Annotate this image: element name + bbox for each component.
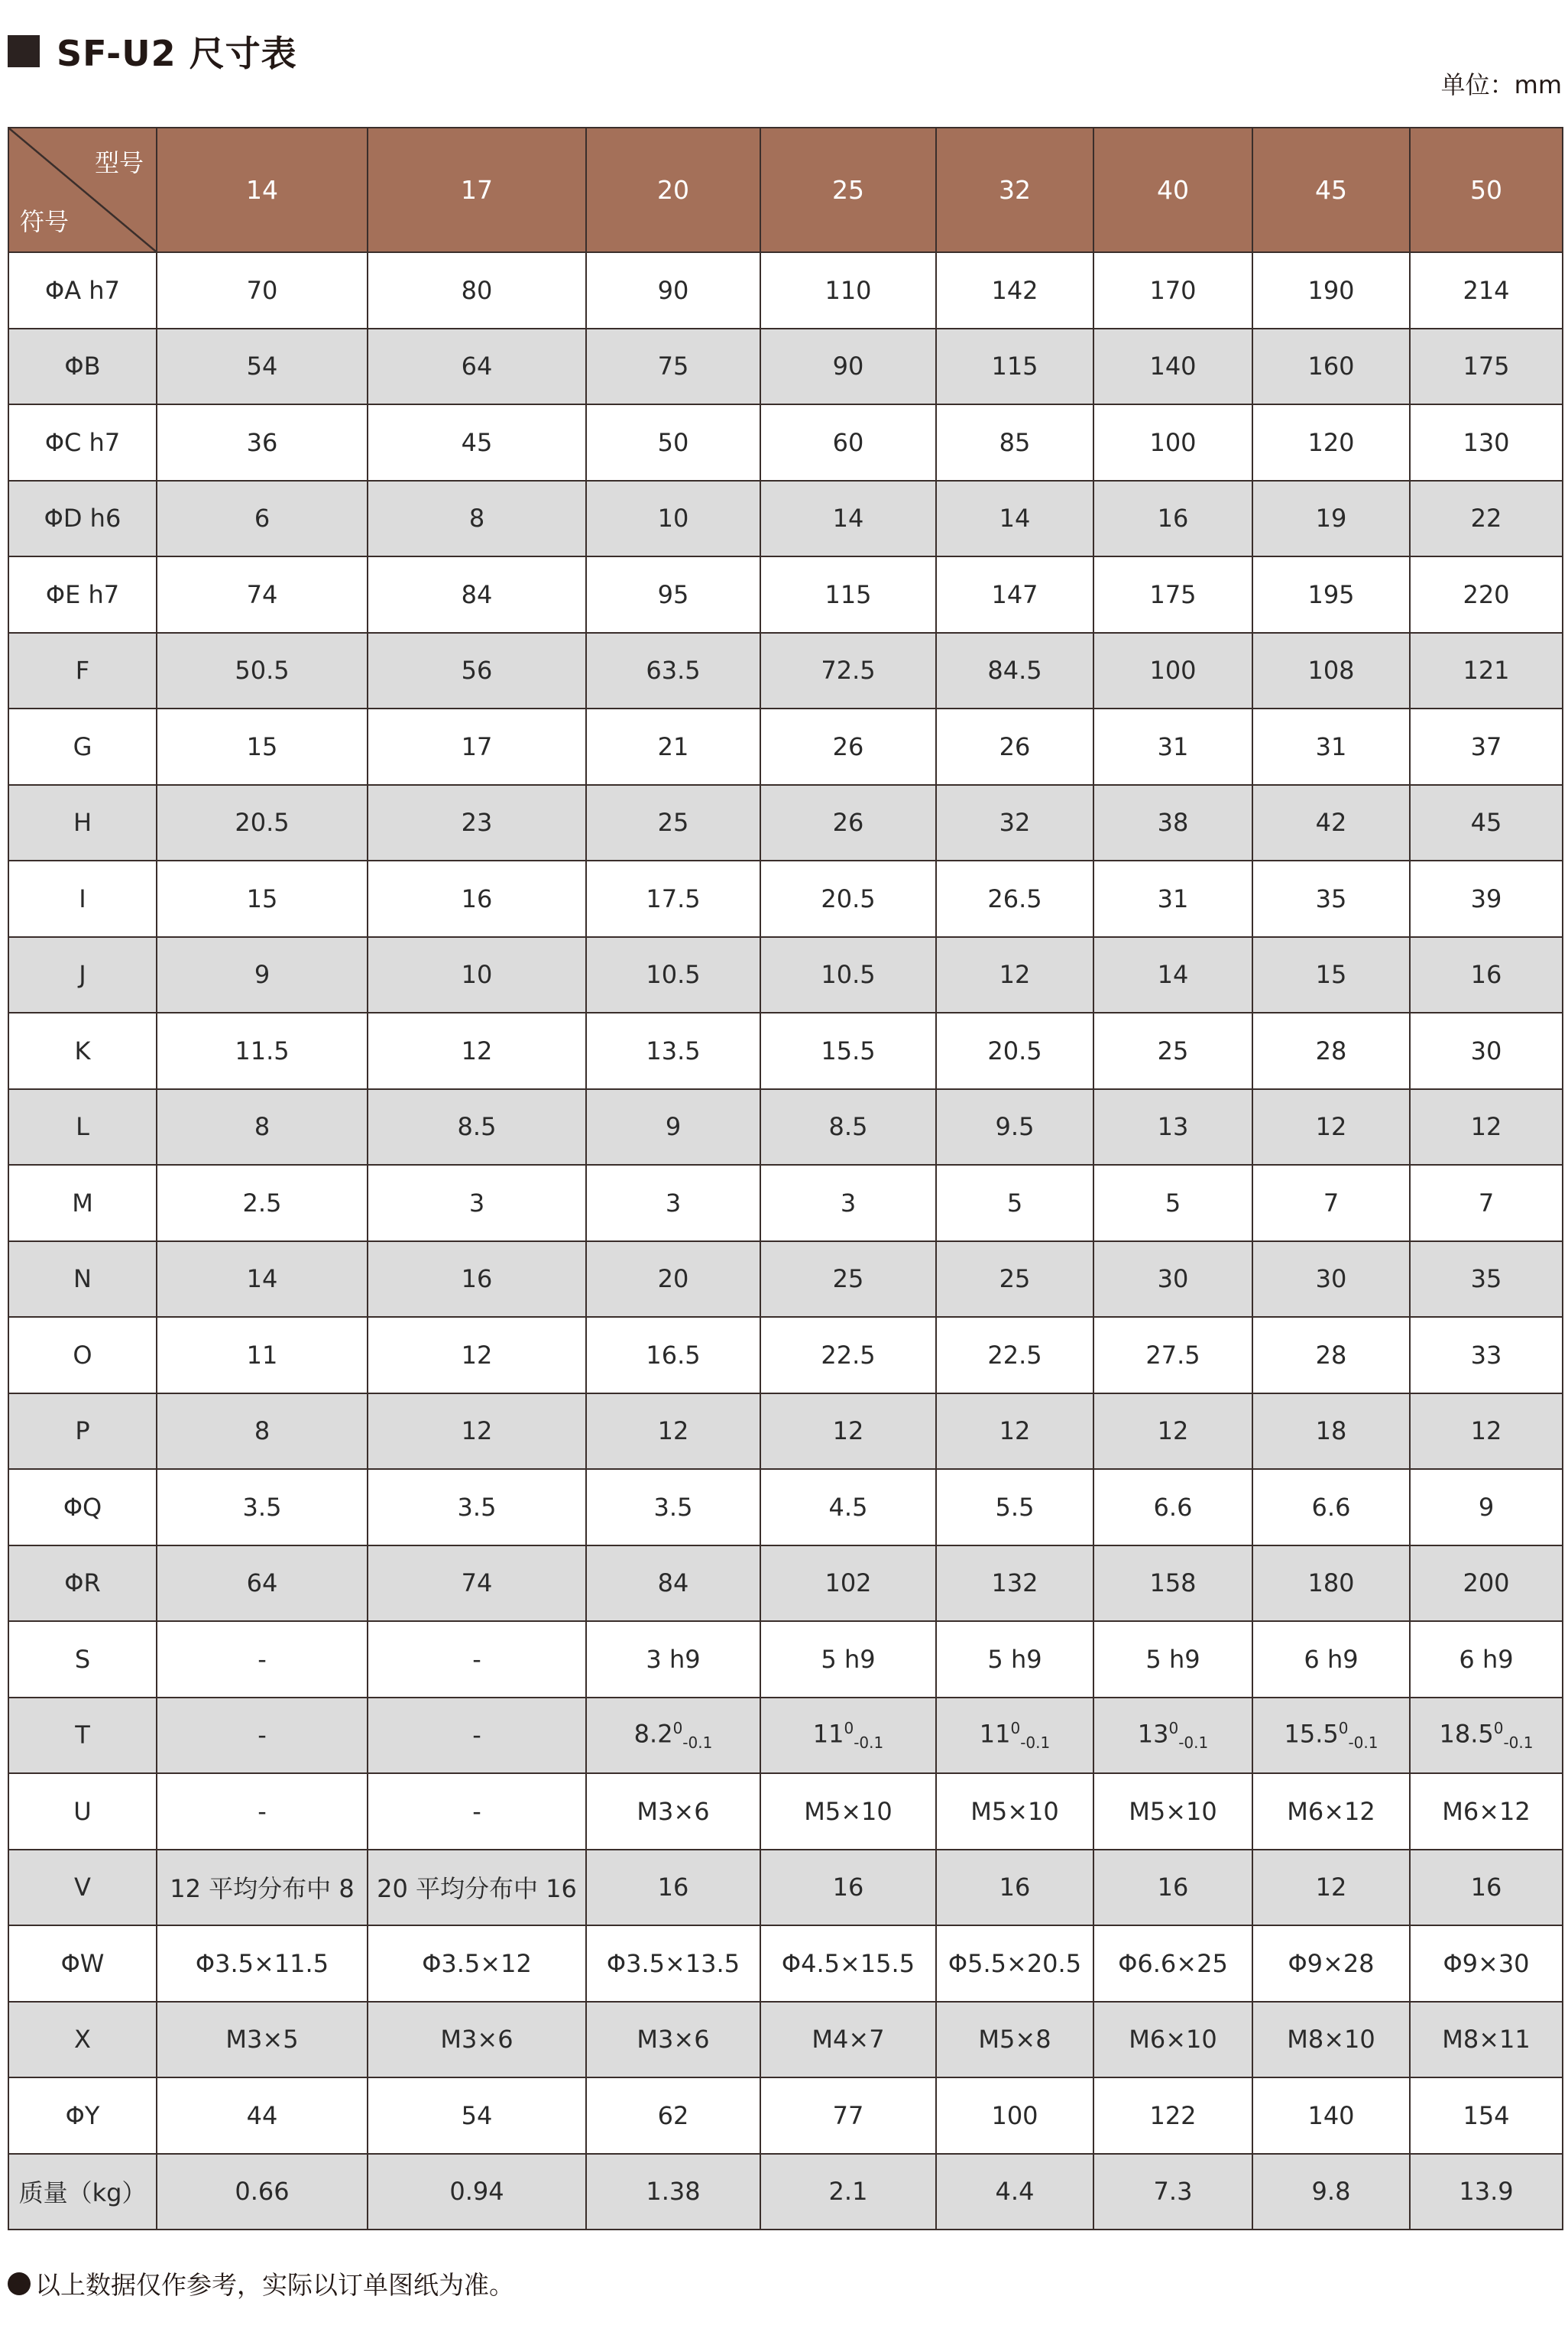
table-cell: 12 [1252, 1850, 1410, 1926]
table-cell: 80 [368, 252, 586, 329]
table-cell: 16 [586, 1850, 760, 1926]
table-row [8, 937, 1563, 1013]
table-cell: M5×10 [1093, 1773, 1252, 1850]
tolerance-lower: -0.1 [854, 1733, 884, 1752]
row-label: ΦR [8, 1545, 157, 1622]
table-cell: M3×6 [586, 1773, 760, 1850]
table-cell: M6×12 [1252, 1773, 1410, 1850]
table-row [8, 861, 1563, 937]
table-cell: Φ9×28 [1252, 1925, 1410, 2002]
table-cell: 25 [1093, 1013, 1252, 1089]
table-cell: 8 [368, 481, 586, 557]
cell-value: 11 [979, 1719, 1011, 1749]
row-label: L [8, 1089, 157, 1166]
model-header-32: 32 [936, 128, 1093, 252]
table-cell: 220 [1410, 556, 1563, 633]
table-cell: 20 [586, 1241, 760, 1318]
model-header-17: 17 [368, 128, 586, 252]
table-cell: 16 [368, 1241, 586, 1318]
tolerance-lower: -0.1 [682, 1733, 713, 1752]
table-cell: Φ4.5×15.5 [760, 1925, 936, 2002]
table-cell: 12 [368, 1013, 586, 1089]
table-cell: M5×10 [936, 1773, 1093, 1850]
table-cell: 10 [368, 937, 586, 1013]
table-cell: 214 [1410, 252, 1563, 329]
table-cell: 15 [157, 861, 368, 937]
table-cell: 14 [157, 1241, 368, 1318]
table-cell: 35 [1410, 1241, 1563, 1318]
table-cell: 122 [1093, 2077, 1252, 2154]
tolerance-lower: -0.1 [1503, 1733, 1534, 1752]
table-cell: 50.5 [157, 633, 368, 709]
table-cell: 23 [368, 785, 586, 861]
table-row [8, 633, 1563, 709]
tolerance-lower: -0.1 [1020, 1733, 1051, 1752]
table-cell: 30 [1093, 1241, 1252, 1318]
table-cell: - [157, 1773, 368, 1850]
table-cell: 9.5 [936, 1089, 1093, 1166]
table-cell [936, 1698, 1093, 1774]
row-label: I [8, 861, 157, 937]
tolerance-lower: -0.1 [1348, 1733, 1378, 1752]
table-row [8, 2077, 1563, 2154]
table-cell [586, 1698, 760, 1774]
table-cell: 2.5 [157, 1165, 368, 1241]
row-label: J [8, 937, 157, 1013]
table-cell: 26 [936, 709, 1093, 785]
table-cell: 6.6 [1252, 1469, 1410, 1545]
table-cell: 11 [157, 1317, 368, 1393]
table-cell: 12 [1093, 1393, 1252, 1470]
table-cell: 14 [760, 481, 936, 557]
model-header-50: 50 [1410, 128, 1563, 252]
table-cell: 16 [368, 861, 586, 937]
table-cell: 12 [1410, 1089, 1563, 1166]
row-label: X [8, 2002, 157, 2078]
table-cell: 74 [157, 556, 368, 633]
table-cell: 140 [1093, 329, 1252, 405]
row-label: T [8, 1698, 157, 1774]
table-cell: 7 [1410, 1165, 1563, 1241]
table-cell: 100 [936, 2077, 1093, 2154]
title-square-icon [8, 35, 40, 67]
table-cell: 95 [586, 556, 760, 633]
table-cell: 62 [586, 2077, 760, 2154]
corner-model-label: 型号 [94, 148, 144, 177]
table-cell: 22 [1410, 481, 1563, 557]
table-cell: 15.5 [760, 1013, 936, 1089]
table-cell: 115 [760, 556, 936, 633]
table-cell: 90 [586, 252, 760, 329]
table-cell: 108 [1252, 633, 1410, 709]
table-row [8, 556, 1563, 633]
corner-symbol-label: 符号 [20, 207, 70, 236]
table-cell: - [368, 1698, 586, 1774]
table-cell: 12 [368, 1317, 586, 1393]
table-cell: - [157, 1698, 368, 1774]
table-cell: 20.5 [760, 861, 936, 937]
table-cell: 4.5 [760, 1469, 936, 1545]
row-label: ΦY [8, 2077, 157, 2154]
table-cell: M6×12 [1410, 1773, 1563, 1850]
table-cell: 15 [1252, 937, 1410, 1013]
table-cell: 50 [586, 404, 760, 481]
row-label: ΦD h6 [8, 481, 157, 557]
table-cell: 45 [1410, 785, 1563, 861]
table-row [8, 2154, 1563, 2230]
row-label: F [8, 633, 157, 709]
table-cell: 3 h9 [586, 1621, 760, 1698]
table-cell: 12 [936, 937, 1093, 1013]
tolerance-upper: 0 [1168, 1718, 1179, 1737]
table-row [8, 2002, 1563, 2078]
table-cell: 5 h9 [760, 1621, 936, 1698]
table-cell: 100 [1093, 404, 1252, 481]
table-cell: 90 [760, 329, 936, 405]
table-cell: 10.5 [586, 937, 760, 1013]
table-row [8, 1925, 1563, 2002]
table-cell: 84.5 [936, 633, 1093, 709]
table-cell: 120 [1252, 404, 1410, 481]
table-cell: 2.1 [760, 2154, 936, 2230]
table-cell: 32 [936, 785, 1093, 861]
table-cell [1410, 1698, 1563, 1774]
cell-value: 13 [1137, 1719, 1169, 1749]
table-cell: 5.5 [936, 1469, 1093, 1545]
table-cell: 154 [1410, 2077, 1563, 2154]
table-cell: 25 [760, 1241, 936, 1318]
table-cell: 20 平均分布中 16 [368, 1850, 586, 1926]
table-cell [760, 1698, 936, 1774]
row-label: ΦW [8, 1925, 157, 2002]
table-cell: 54 [368, 2077, 586, 2154]
table-cell: 12 [936, 1393, 1093, 1470]
table-cell: 3 [760, 1165, 936, 1241]
title-text: SF-U2 尺寸表 [57, 33, 297, 74]
table-cell: 158 [1093, 1545, 1252, 1622]
table-cell: - [157, 1621, 368, 1698]
table-cell: 42 [1252, 785, 1410, 861]
table-row [8, 1241, 1563, 1318]
table-cell: 14 [936, 481, 1093, 557]
model-header-14: 14 [157, 128, 368, 252]
table-cell: 132 [936, 1545, 1093, 1622]
table-cell: 6 h9 [1252, 1621, 1410, 1698]
table-row [8, 1165, 1563, 1241]
table-cell: 200 [1410, 1545, 1563, 1622]
table-cell: 6.6 [1093, 1469, 1252, 1545]
table-cell: 28 [1252, 1317, 1410, 1393]
table-cell: 4.4 [936, 2154, 1093, 2230]
table-cell: 147 [936, 556, 1093, 633]
table-cell: Φ6.6×25 [1093, 1925, 1252, 2002]
model-header-25: 25 [760, 128, 936, 252]
footnote-text: 以上数据仅作参考，实际以订单图纸为准。 [35, 2270, 514, 2300]
table-cell: 25 [936, 1241, 1093, 1318]
tolerance-upper: 0 [1010, 1718, 1021, 1737]
cell-value: 15.5 [1284, 1719, 1339, 1749]
cell-value: 8.2 [633, 1719, 673, 1749]
row-label: N [8, 1241, 157, 1318]
table-cell: 16 [1410, 1850, 1563, 1926]
footnote [8, 2265, 514, 2301]
row-label: ΦB [8, 329, 157, 405]
table-cell: M3×6 [368, 2002, 586, 2078]
table-row [8, 1698, 1563, 1774]
table-cell: Φ3.5×13.5 [586, 1925, 760, 2002]
table-row [8, 481, 1563, 557]
table-cell: 102 [760, 1545, 936, 1622]
table-cell: 21 [586, 709, 760, 785]
table-cell: 13.9 [1410, 2154, 1563, 2230]
table-cell: 19 [1252, 481, 1410, 557]
table-cell: 180 [1252, 1545, 1410, 1622]
table-cell: 26.5 [936, 861, 1093, 937]
table-cell: 20.5 [157, 785, 368, 861]
table-cell: 11.5 [157, 1013, 368, 1089]
table-cell: 9 [157, 937, 368, 1013]
model-header-20: 20 [586, 128, 760, 252]
table-cell: M3×5 [157, 2002, 368, 2078]
table-cell: 16.5 [586, 1317, 760, 1393]
table-cell: M3×6 [586, 2002, 760, 2078]
table-row [8, 404, 1563, 481]
table-cell: 12 [368, 1393, 586, 1470]
table-cell: 12 [1252, 1089, 1410, 1166]
table-cell: 110 [760, 252, 936, 329]
table-cell: 142 [936, 252, 1093, 329]
table-row [8, 1317, 1563, 1393]
model-header-40: 40 [1093, 128, 1252, 252]
table-cell: 36 [157, 404, 368, 481]
table-cell: 5 h9 [1093, 1621, 1252, 1698]
table-cell: 5 [1093, 1165, 1252, 1241]
table-cell: 84 [586, 1545, 760, 1622]
table-cell: 9 [1410, 1469, 1563, 1545]
table-cell: 64 [157, 1545, 368, 1622]
table-cell: M5×8 [936, 2002, 1093, 2078]
table-cell: 31 [1093, 709, 1252, 785]
table-cell: 38 [1093, 785, 1252, 861]
table-row [8, 1773, 1563, 1850]
table-cell: 5 h9 [936, 1621, 1093, 1698]
table-cell: 64 [368, 329, 586, 405]
table-cell [1093, 1698, 1252, 1774]
table-row [8, 1621, 1563, 1698]
table-cell: 8 [157, 1393, 368, 1470]
table-cell: 56 [368, 633, 586, 709]
row-label: V [8, 1850, 157, 1926]
table-cell: 18 [1252, 1393, 1410, 1470]
tolerance-lower: -0.1 [1178, 1733, 1209, 1752]
table-cell: M8×10 [1252, 2002, 1410, 2078]
row-label: G [8, 709, 157, 785]
table-cell: 33 [1410, 1317, 1563, 1393]
header-row [8, 128, 1563, 252]
cell-value: 18.5 [1439, 1719, 1494, 1749]
row-label: M [8, 1165, 157, 1241]
table-cell: 26 [760, 709, 936, 785]
table-cell: Φ5.5×20.5 [936, 1925, 1093, 2002]
table-row [8, 785, 1563, 861]
table-cell: 26 [760, 785, 936, 861]
model-header-45: 45 [1252, 128, 1410, 252]
table-cell: 28 [1252, 1013, 1410, 1089]
table-cell: M8×11 [1410, 2002, 1563, 2078]
table-cell: 22.5 [760, 1317, 936, 1393]
table-cell: Φ3.5×12 [368, 1925, 586, 2002]
table-cell: 15 [157, 709, 368, 785]
table-cell: 115 [936, 329, 1093, 405]
table-cell: Φ9×30 [1410, 1925, 1563, 2002]
table-cell: 3.5 [586, 1469, 760, 1545]
page-title [8, 29, 297, 73]
tolerance-upper: 0 [1338, 1718, 1349, 1737]
table-cell: 0.66 [157, 2154, 368, 2230]
row-label: ΦC h7 [8, 404, 157, 481]
table-cell: 12 [1410, 1393, 1563, 1470]
table-cell: 16 [760, 1850, 936, 1926]
row-label: K [8, 1013, 157, 1089]
table-cell: 16 [1093, 481, 1252, 557]
row-label: ΦQ [8, 1469, 157, 1545]
table-row [8, 1469, 1563, 1545]
row-label: H [8, 785, 157, 861]
table-cell: 175 [1093, 556, 1252, 633]
table-cell: Φ3.5×11.5 [157, 1925, 368, 2002]
table-cell: 77 [760, 2077, 936, 2154]
table-cell: 12 平均分布中 8 [157, 1850, 368, 1926]
table-cell: 72.5 [760, 633, 936, 709]
table-cell: 12 [760, 1393, 936, 1470]
table-cell: 0.94 [368, 2154, 586, 2230]
table-cell: 63.5 [586, 633, 760, 709]
table-cell: 140 [1252, 2077, 1410, 2154]
table-cell: 54 [157, 329, 368, 405]
table-cell [1252, 1698, 1410, 1774]
table-cell: 100 [1093, 633, 1252, 709]
table-cell: 17 [368, 709, 586, 785]
table-cell: 8 [157, 1089, 368, 1166]
table-cell: 30 [1410, 1013, 1563, 1089]
table-cell: 85 [936, 404, 1093, 481]
table-cell: 6 [157, 481, 368, 557]
table-cell: 10.5 [760, 937, 936, 1013]
table-cell: 5 [936, 1165, 1093, 1241]
table-cell: - [368, 1773, 586, 1850]
table-cell: 25 [586, 785, 760, 861]
table-cell: 22.5 [936, 1317, 1093, 1393]
table-cell: 1.38 [586, 2154, 760, 2230]
table-cell: 70 [157, 252, 368, 329]
table-row [8, 329, 1563, 405]
row-label: ΦA h7 [8, 252, 157, 329]
table-cell: 130 [1410, 404, 1563, 481]
table-cell: - [368, 1621, 586, 1698]
table-cell: 7 [1252, 1165, 1410, 1241]
table-cell: 8.5 [760, 1089, 936, 1166]
table-row [8, 1393, 1563, 1470]
table-cell: 7.3 [1093, 2154, 1252, 2230]
table-cell: 16 [1093, 1850, 1252, 1926]
table-cell: 160 [1252, 329, 1410, 405]
table-row [8, 1545, 1563, 1622]
table-cell: 17.5 [586, 861, 760, 937]
table-cell: 31 [1093, 861, 1252, 937]
table-cell: 27.5 [1093, 1317, 1252, 1393]
cell-value: 11 [812, 1719, 844, 1749]
table-cell: 12 [586, 1393, 760, 1470]
table-cell: 16 [936, 1850, 1093, 1926]
table-cell: 13 [1093, 1089, 1252, 1166]
unit-label: 单位：mm [1440, 70, 1562, 99]
table-cell: 10 [586, 481, 760, 557]
table-row [8, 1013, 1563, 1089]
bullet-icon [8, 2272, 31, 2295]
table-cell: 44 [157, 2077, 368, 2154]
table-cell: 16 [1410, 937, 1563, 1013]
table-cell: 3 [586, 1165, 760, 1241]
table-row [8, 1089, 1563, 1166]
table-cell: 74 [368, 1545, 586, 1622]
table-cell: 75 [586, 329, 760, 405]
table-row [8, 252, 1563, 329]
table-row [8, 1850, 1563, 1926]
row-label: ΦE h7 [8, 556, 157, 633]
table-cell: 190 [1252, 252, 1410, 329]
table-cell: 3.5 [368, 1469, 586, 1545]
table-cell: 45 [368, 404, 586, 481]
row-label: S [8, 1621, 157, 1698]
tolerance-upper: 0 [844, 1718, 854, 1737]
table-cell: M4×7 [760, 2002, 936, 2078]
table-cell: 121 [1410, 633, 1563, 709]
table-cell: 9 [586, 1089, 760, 1166]
table-cell: 35 [1252, 861, 1410, 937]
corner-cell [8, 128, 157, 252]
table-cell: 8.5 [368, 1089, 586, 1166]
table-cell: 20.5 [936, 1013, 1093, 1089]
table-cell: 39 [1410, 861, 1563, 937]
table-cell: 14 [1093, 937, 1252, 1013]
table-cell: 60 [760, 404, 936, 481]
table-cell: 175 [1410, 329, 1563, 405]
table-cell: 3.5 [157, 1469, 368, 1545]
tolerance-upper: 0 [672, 1718, 683, 1737]
row-label: 质量（kg） [8, 2154, 157, 2230]
table-cell: 37 [1410, 709, 1563, 785]
table-body [8, 252, 1563, 2230]
table-cell: 9.8 [1252, 2154, 1410, 2230]
table-cell: 84 [368, 556, 586, 633]
table-cell: 195 [1252, 556, 1410, 633]
row-label: O [8, 1317, 157, 1393]
table-cell: M6×10 [1093, 2002, 1252, 2078]
table-cell: 13.5 [586, 1013, 760, 1089]
row-label: U [8, 1773, 157, 1850]
table-row [8, 709, 1563, 785]
table-cell: 3 [368, 1165, 586, 1241]
dimension-table [8, 127, 1563, 2230]
row-label: P [8, 1393, 157, 1470]
table-cell: 30 [1252, 1241, 1410, 1318]
table-cell: 31 [1252, 709, 1410, 785]
table-cell: 170 [1093, 252, 1252, 329]
tolerance-upper: 0 [1493, 1718, 1504, 1737]
table-cell: M5×10 [760, 1773, 936, 1850]
table-cell: 6 h9 [1410, 1621, 1563, 1698]
